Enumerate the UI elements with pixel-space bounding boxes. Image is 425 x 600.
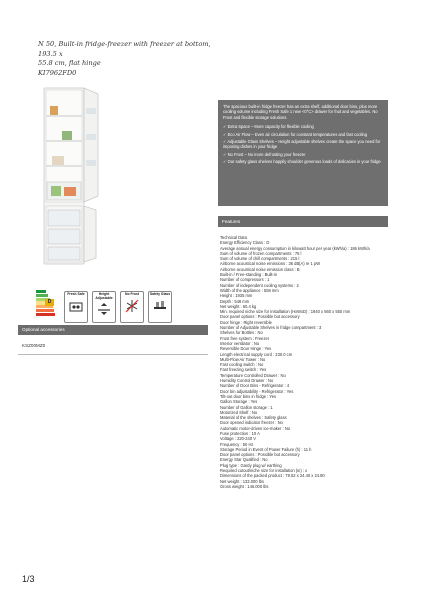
spec-line: Reversible Door Hinge : Yes xyxy=(220,346,272,352)
energy-class: D xyxy=(45,299,54,306)
spec-line: Voltage : 220-240 V xyxy=(220,436,256,442)
spec-line: Number of Gallon storage : 1 xyxy=(220,404,273,410)
model-number: KI7962FD0 xyxy=(38,68,77,77)
spec-line: Number of Door Bins - Refrigerator : 4 xyxy=(220,383,290,389)
fresh-drawer-icon xyxy=(68,298,84,314)
title-line-1: N 50, Built-in fridge-freezer with freezer at bottom, 193.5 x xyxy=(38,40,211,58)
spec-line: Door opened indicator freezer : No xyxy=(220,420,283,426)
description-bullet: ✓ Our safety glass shelves happily shoulder generous loads of delicacies in your fridge xyxy=(223,159,381,165)
safety-glass-label: Safety Glass xyxy=(148,291,172,323)
spec-line: Fuse protection : 10 A xyxy=(220,430,260,436)
spec-line: Fast freezing switch : Yes xyxy=(220,367,267,373)
optional-accessories-heading: Optional accessories xyxy=(18,325,208,335)
spec-line: Door bin adjustability - Refrigerator : Yes xyxy=(220,388,294,394)
spec-line: Temperature Controlled Drawer : No xyxy=(220,372,286,378)
spec-line: Airborne acoustical noise emissions : 36 dB(A) re 1 pW xyxy=(220,261,321,267)
spec-line: Material of the shelves : Safety glass xyxy=(220,415,287,421)
description-intro: The spacious built-in fridge freezer has an extra shelf, additional door bins, plus more cooling volume including Fresh Safe 1 new <0°C> drawer for fruit and vegetables. No Frost and flexible storage solutions. xyxy=(223,104,378,120)
spec-line: Number of compressors : 1 xyxy=(220,277,270,283)
spec-line: Height : 1935 mm xyxy=(220,293,253,299)
spec-line: Depth : 548 mm xyxy=(220,298,250,304)
no-frost-label: No Frost xyxy=(120,291,144,323)
spec-line: Plug type : Gardy plug w/ earthing xyxy=(220,462,282,468)
spec-line: Frost free system : Freezer xyxy=(220,335,270,341)
spec-line: Sum of volume of chill compartments : 215 l xyxy=(220,256,300,262)
spec-line: Number of independent cooling systems : 2 xyxy=(220,282,299,288)
spec-line: Door hinge : Right reversible xyxy=(220,319,272,325)
description-bullet: ✓ Eco Air Flow – Even air circulation for constant temperatures and fast cooling xyxy=(223,131,368,137)
page-number: 1/3 xyxy=(22,574,35,584)
spec-line: Frequency : 50 Hz xyxy=(220,441,254,447)
spec-line: Length electrical supply cord : 230.0 cm xyxy=(220,351,293,357)
energy-label xyxy=(36,290,56,321)
spec-line: Gallon Storage : Yes xyxy=(220,399,258,405)
spec-line: Energy Efficiency Class : D xyxy=(220,240,270,246)
spec-line: Net weight : 60.4 kg xyxy=(220,303,257,309)
title-line-2: 55.8 cm, flat hinge xyxy=(38,59,101,67)
features-heading: Features xyxy=(218,216,388,227)
spec-line: Gross weight : 146.000 lbs xyxy=(220,483,269,489)
snowflake-icon xyxy=(124,298,140,314)
spec-line: Required cutout/niche size for installation (in) : x xyxy=(220,468,308,474)
technical-specs xyxy=(220,235,388,489)
description-panel xyxy=(218,100,388,206)
spec-line: Automatic motor-driven ice-maker : No xyxy=(220,425,291,431)
fresh-safe-label: Fresh Safe xyxy=(64,291,88,323)
feature-labels-row xyxy=(36,290,211,324)
product-image xyxy=(36,86,106,266)
accessory-item: KSZ00MZ0 xyxy=(22,343,46,348)
product-title xyxy=(38,40,218,78)
spec-line: Sum of volume of frozen compartments : 75 l xyxy=(220,250,302,256)
description-bullet: ✓ Extra Space – More capacity for flexible cooling xyxy=(223,124,314,130)
spec-line: Min. required niche size for installation (HxWxD) : 1940 x 560 x 550 mm xyxy=(220,309,351,315)
spec-line: Tilt-out door bins in fridge : Yes xyxy=(220,393,277,399)
spec-line: Shelves for Bottles : No xyxy=(220,330,263,336)
spec-line: Dimensions of the packed product : 79.52 x 24.40 x 24.80 xyxy=(220,473,325,479)
spec-line: Width of the appliance : 558 mm xyxy=(220,287,279,293)
spec-line: Built-in / Free-standing : Built-in xyxy=(220,272,278,278)
spec-line: Door panel options : Possible but accessory xyxy=(220,452,300,458)
spec-line: Door panel options : Possible but accessory xyxy=(220,314,300,320)
spec-line: Storage Period in Event of Power Failure (h) : 11 h xyxy=(220,446,312,452)
spec-line: Multi-Flow Air Tower : No xyxy=(220,356,266,362)
spec-line: Airborne acoustical noise emission class : B xyxy=(220,266,300,272)
height-adjustable-label: Height Adjustable xyxy=(92,291,116,323)
spec-line: Net weight : 133.000 lbs xyxy=(220,478,264,484)
adjustable-shelf-icon xyxy=(96,302,112,316)
spec-line: Technical Data xyxy=(220,235,247,240)
divider xyxy=(18,354,208,355)
glass-shelf-icon xyxy=(152,298,168,314)
spec-line: Fast cooling switch : No xyxy=(220,362,264,368)
spec-line: Energy Star Qualified : No xyxy=(220,457,268,463)
spec-line: Interior ventilator : No xyxy=(220,340,260,346)
spec-line: Humidity Control Drawer : No xyxy=(220,378,274,384)
spec-line: Motorized Shelf : No xyxy=(220,409,258,415)
description-bullet: ✓ No Frost – No more defrosting your freezer xyxy=(223,151,306,157)
spec-line: Average annual energy consumption in kilowatt hour per year (kWh/a) : 186 kWh/a xyxy=(220,245,370,251)
description-bullet: ✓ Adjustable Glass Shelves – Height adjustable shelves create the space you need for imposing dishes in your fridge xyxy=(223,139,381,150)
spec-line: Number of Adjustable Shelves in fridge compartment : 3 xyxy=(220,325,322,331)
